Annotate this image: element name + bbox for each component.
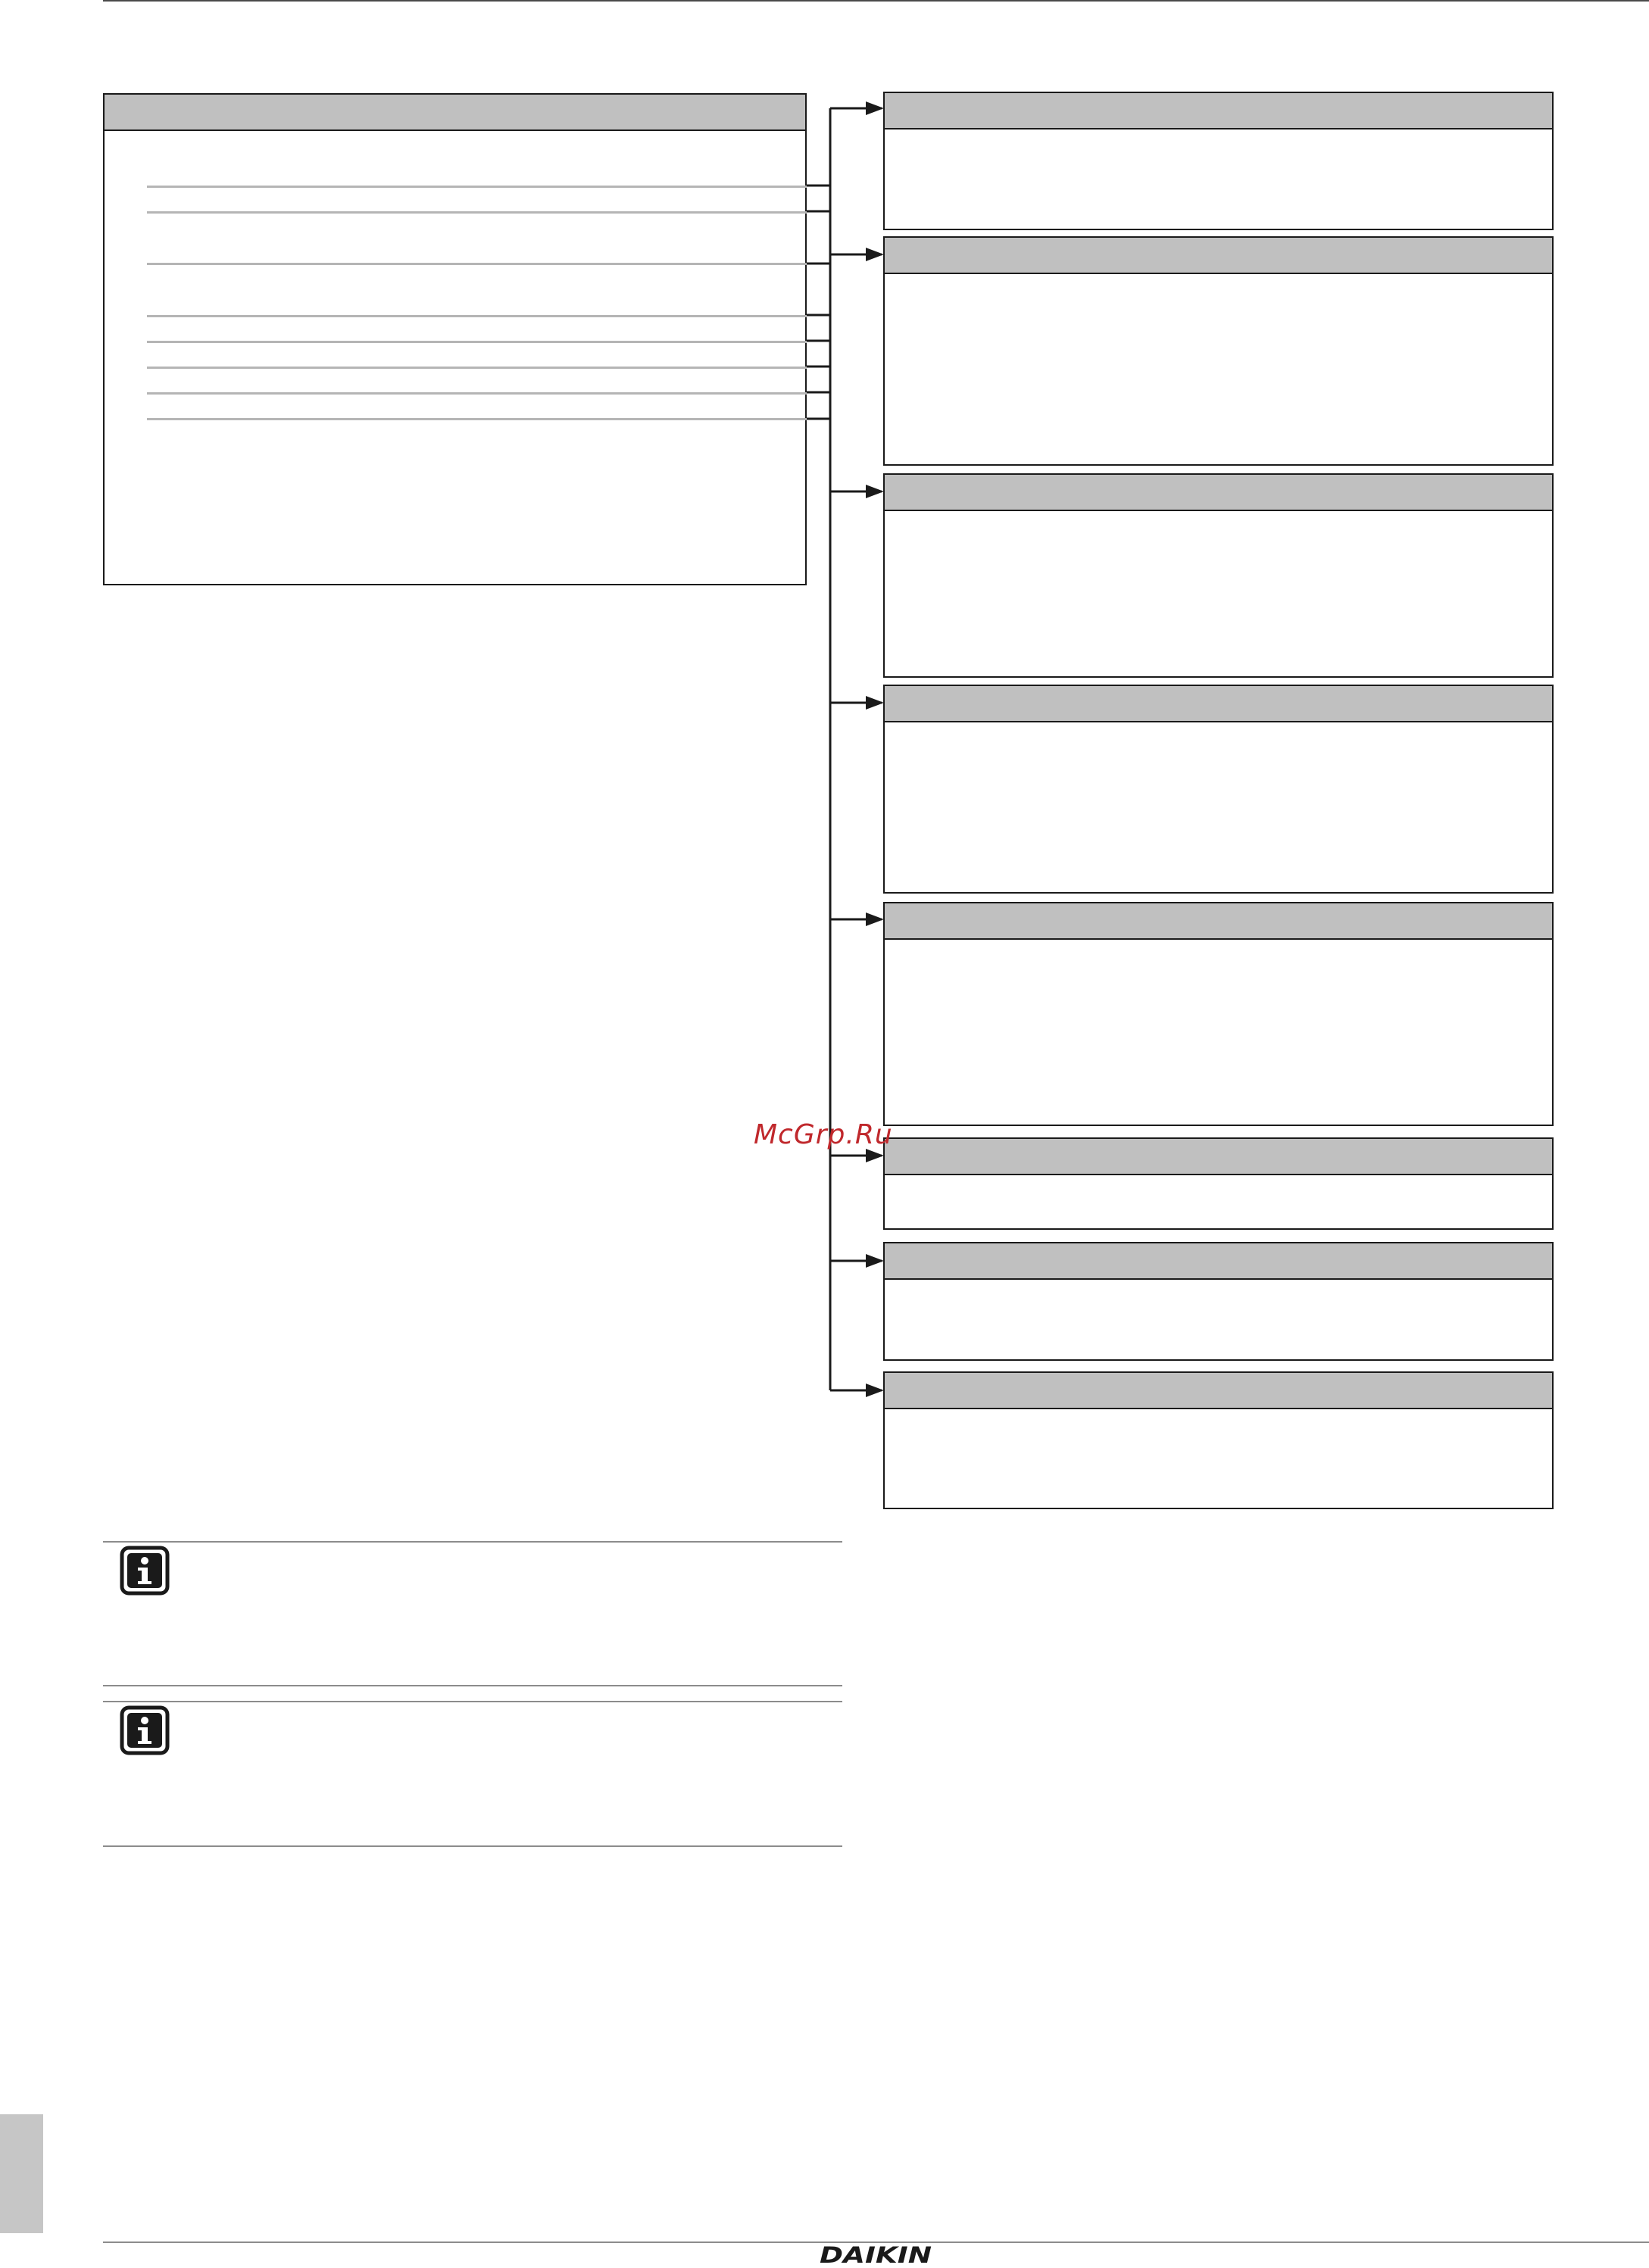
daikin-logo — [818, 2243, 935, 2266]
submenu-panel-3 — [883, 473, 1554, 678]
menu-item-line[interactable] — [147, 211, 807, 214]
submenu-header — [885, 1243, 1552, 1280]
note-rule-top — [103, 1701, 842, 1702]
menu-item-line[interactable] — [147, 186, 807, 188]
submenu-panel-5 — [883, 902, 1554, 1126]
svg-text:DAIKIN: DAIKIN — [820, 2243, 932, 2266]
submenu-header — [885, 93, 1552, 129]
menu-item-line[interactable] — [147, 418, 807, 420]
submenu-panel-4 — [883, 685, 1554, 894]
menu-item-line[interactable] — [147, 392, 807, 395]
submenu-header — [885, 903, 1552, 940]
watermark: McGrp.Ru — [754, 1119, 893, 1150]
main-menu-header — [105, 95, 805, 131]
main-menu-panel — [103, 93, 807, 585]
submenu-panel-6 — [883, 1137, 1554, 1230]
submenu-panel-1 — [883, 92, 1554, 230]
info-icon — [120, 1546, 170, 1596]
submenu-header — [885, 475, 1552, 511]
note-rule-bottom — [103, 1685, 842, 1686]
submenu-panel-8 — [883, 1371, 1554, 1509]
note-rule-top — [103, 1541, 842, 1543]
menu-item-line[interactable] — [147, 315, 807, 317]
menu-item-line[interactable] — [147, 367, 807, 369]
note-rule-bottom — [103, 1845, 842, 1847]
info-icon — [120, 1705, 170, 1755]
section-thumb-tab — [0, 2114, 43, 2233]
submenu-header — [885, 686, 1552, 722]
menu-item-line[interactable] — [147, 341, 807, 343]
submenu-panel-7 — [883, 1242, 1554, 1361]
menu-item-line[interactable] — [147, 263, 807, 265]
top-rule — [103, 0, 1649, 2]
submenu-panel-2 — [883, 236, 1554, 466]
submenu-header — [885, 1373, 1552, 1409]
submenu-header — [885, 1139, 1552, 1175]
submenu-header — [885, 238, 1552, 274]
